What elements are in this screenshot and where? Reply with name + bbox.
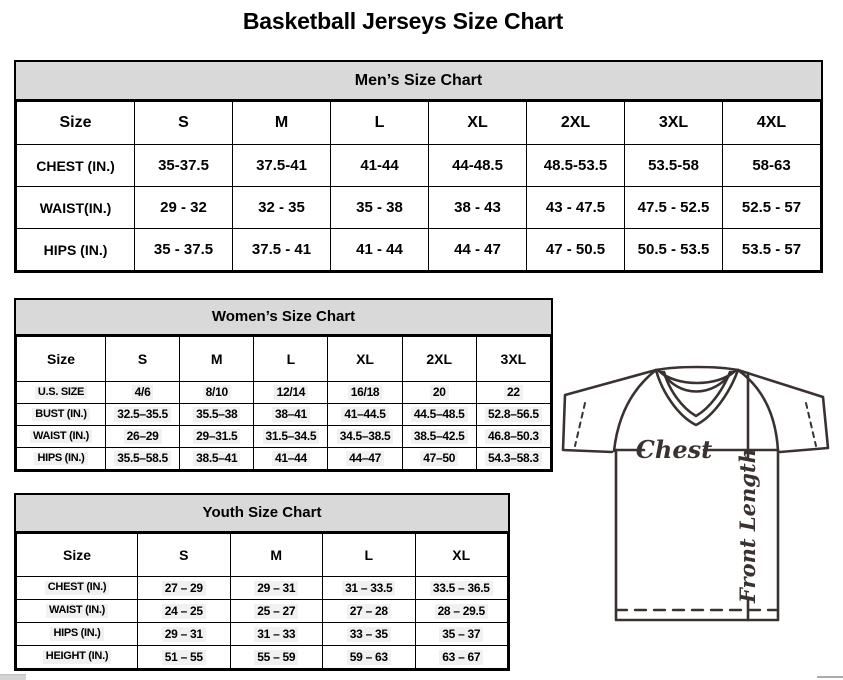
size-value-cell [254,448,328,470]
size-value: 47 - 50.5 [545,241,606,258]
collar-top-edge [656,367,738,370]
column-header-m: M [180,337,254,382]
column-header-xl: XL [429,102,527,145]
column-header-s: S [135,102,233,145]
size-value-cell [429,187,527,229]
table-title: Men’s Size Chart [16,62,821,101]
column-header-l: L [254,337,328,382]
size-value-cell [625,187,723,229]
size-value-cell [402,448,476,470]
size-value: 52.5 - 57 [741,199,802,216]
size-value-cell [254,404,328,426]
size-value-cell [323,577,416,600]
size-value-cell [476,448,550,470]
size-value: 38 - 43 [454,199,501,216]
size-value-cell [323,623,416,646]
size-header-row [17,534,508,577]
size-value-cell [331,187,429,229]
size-value: 44 - 47 [454,241,501,258]
size-value-cell [106,426,180,448]
size-value-cell [331,229,429,271]
size-value-cell [328,382,402,404]
size-value: 8/10 [203,385,231,400]
column-header-m: M [230,534,323,577]
table-row [17,187,821,229]
row-label-text: WAIST (IN.) [46,604,108,618]
table-row [17,145,821,187]
size-value: 35 - 38 [356,199,403,216]
size-header-row [17,102,821,145]
size-value: 31 – 33.5 [342,581,395,596]
size-corner-header: Size [17,102,135,145]
front-length-label: Front Length [735,448,760,603]
size-value: 46.8–50.3 [485,429,542,444]
row-label-text: WAIST(IN.) [39,199,112,216]
size-value-cell [180,404,254,426]
cropped-ui-fragment-right [817,676,843,678]
size-value: 38.5–41 [193,451,240,466]
size-value: 51 – 55 [162,650,206,665]
size-value-cell [138,577,231,600]
size-value: 43 - 47.5 [545,199,606,216]
chest-label: Chest [635,435,713,464]
size-value-cell [180,382,254,404]
size-value: 29 - 32 [160,199,207,216]
size-value-cell [527,187,625,229]
page-title: Basketball Jerseys Size Chart [242,8,564,34]
size-value: 25 – 27 [254,604,298,619]
size-value-cell [233,229,331,271]
size-header-row [17,337,551,382]
size-value: 47.5 - 52.5 [637,199,710,216]
size-value: 35.5–58.5 [114,451,171,466]
row-label [17,600,138,623]
size-value: 41 - 44 [356,241,403,258]
size-value: 54.3–58.3 [485,451,542,466]
size-value-cell [230,623,323,646]
size-value: 41–44.5 [341,407,388,422]
cropped-ui-fragment-left [0,674,26,680]
size-value-cell [254,382,328,404]
size-value-cell [254,426,328,448]
size-value: 29 – 31 [162,627,206,642]
size-value-cell [106,404,180,426]
size-value-cell [135,145,233,187]
size-value-cell [415,623,508,646]
row-label [17,382,106,404]
column-header-xl: XL [415,534,508,577]
size-value: 38.5–42.5 [411,429,468,444]
size-value: 32 - 35 [258,199,305,216]
size-value-cell [415,577,508,600]
row-label [17,577,138,600]
size-value: 33.5 – 36.5 [430,581,493,596]
size-value-cell [415,646,508,669]
column-header-2xl: 2XL [402,337,476,382]
column-header-2xl: 2XL [527,102,625,145]
size-value: 28 – 29.5 [435,604,488,619]
size-value: 41–44 [272,451,310,466]
row-label [17,646,138,669]
size-value-cell [723,229,821,271]
size-value-cell [180,426,254,448]
size-value-cell [230,577,323,600]
size-value: 59 – 63 [347,650,391,665]
size-value-cell [135,229,233,271]
size-value-cell [328,426,402,448]
size-value-cell [402,382,476,404]
row-label [17,426,106,448]
size-value-cell [328,448,402,470]
size-value: 29–31.5 [193,429,240,444]
table-row [17,404,551,426]
size-value-cell [180,448,254,470]
row-label [17,404,106,426]
size-corner-header: Size [17,337,106,382]
size-value: 27 – 29 [162,581,206,596]
table-title: Women’s Size Chart [16,300,551,336]
size-value-cell [323,600,416,623]
size-value: 52.8–56.5 [485,407,542,422]
size-value-cell [476,382,550,404]
size-value: 32.5–35.5 [114,407,171,422]
size-value-cell [723,145,821,187]
size-value-cell [106,382,180,404]
row-label-text: HEIGHT (IN.) [43,650,111,664]
size-value-cell [476,426,550,448]
column-header-l: L [331,102,429,145]
table-title: Youth Size Chart [16,495,508,533]
column-header-xl: XL [328,337,402,382]
size-value: 35-37.5 [158,157,209,174]
table-row [17,623,508,646]
size-value-cell [233,145,331,187]
size-value-cell [476,404,550,426]
table-row [17,382,551,404]
size-value: 58-63 [752,157,791,174]
size-value: 35 – 37 [439,627,483,642]
size-value-cell [429,229,527,271]
size-value-cell [415,600,508,623]
size-value: 35.5–38 [193,407,240,422]
size-value-cell [429,145,527,187]
size-value: 16/18 [348,385,383,400]
table-row [17,577,508,600]
size-value-cell [135,187,233,229]
row-label-text: HIPS (IN.) [50,627,103,641]
column-header-m: M [233,102,331,145]
youth-size-table [14,493,510,671]
row-label-text: CHEST (IN.) [45,581,109,595]
column-header-s: S [138,534,231,577]
row-label [17,187,135,229]
size-value: 29 – 31 [254,581,298,596]
row-label-text: WAIST (IN.) [30,430,92,444]
size-value: 31 – 33 [254,627,298,642]
size-value-cell [331,145,429,187]
mens-size-table [14,60,823,273]
size-value: 26–29 [124,429,162,444]
size-value-cell [138,600,231,623]
size-value: 34.5–38.5 [337,429,394,444]
size-value: 53.5-58 [648,157,699,174]
size-value: 38–41 [272,407,310,422]
size-value: 44.5–48.5 [411,407,468,422]
column-header-3xl: 3XL [476,337,550,382]
table-row [17,426,551,448]
row-label [17,448,106,470]
size-value-cell [138,646,231,669]
size-value: 47–50 [420,451,458,466]
size-value: 4/6 [132,385,154,400]
size-value: 24 – 25 [162,604,206,619]
size-value-cell [138,623,231,646]
size-value-cell [323,646,416,669]
size-value: 41-44 [360,157,399,174]
size-value: 63 – 67 [439,650,483,665]
size-value-cell [723,187,821,229]
size-value-cell [230,600,323,623]
column-header-4xl: 4XL [723,102,821,145]
size-value-cell [402,426,476,448]
left-cuff-dashed-line [575,403,585,446]
size-corner-header: Size [17,534,138,577]
size-value: 12/14 [274,385,309,400]
size-value-cell [527,145,625,187]
size-value: 31.5–34.5 [263,429,320,444]
size-value-cell [625,145,723,187]
row-label-text: U.S. SIZE [35,386,87,400]
size-value-cell [233,187,331,229]
size-value: 44-48.5 [452,157,503,174]
table-row [17,229,821,271]
size-value: 37.5 - 41 [251,241,312,258]
size-value: 50.5 - 53.5 [637,241,710,258]
row-label [17,145,135,187]
size-value: 44–47 [346,451,384,466]
row-label-text: CHEST (IN.) [36,157,115,174]
size-value: 20 [430,385,449,400]
column-header-l: L [323,534,416,577]
table-row [17,646,508,669]
size-value: 33 – 35 [347,627,391,642]
size-value-cell [527,229,625,271]
size-value: 53.5 - 57 [741,241,802,258]
womens-size-table [14,298,553,472]
table-row [17,448,551,470]
jersey-measurement-diagram [558,360,834,623]
size-value-cell [106,448,180,470]
right-cuff-dashed-line [806,403,816,446]
size-value: 37.5-41 [256,157,307,174]
column-header-s: S [106,337,180,382]
table-row [17,600,508,623]
size-value: 48.5-53.5 [543,157,608,174]
size-value: 27 – 28 [347,604,391,619]
row-label [17,623,138,646]
size-value-cell [402,404,476,426]
size-value-cell [328,404,402,426]
column-header-3xl: 3XL [625,102,723,145]
size-value: 55 – 59 [254,650,298,665]
row-label-text: HIPS (IN.) [43,241,108,258]
size-value: 35 - 37.5 [153,241,214,258]
size-value: 22 [504,385,523,400]
size-value-cell [625,229,723,271]
size-value-cell [230,646,323,669]
row-label [17,229,135,271]
row-label-text: HIPS (IN.) [34,452,87,466]
row-label-text: BUST (IN.) [32,408,89,422]
